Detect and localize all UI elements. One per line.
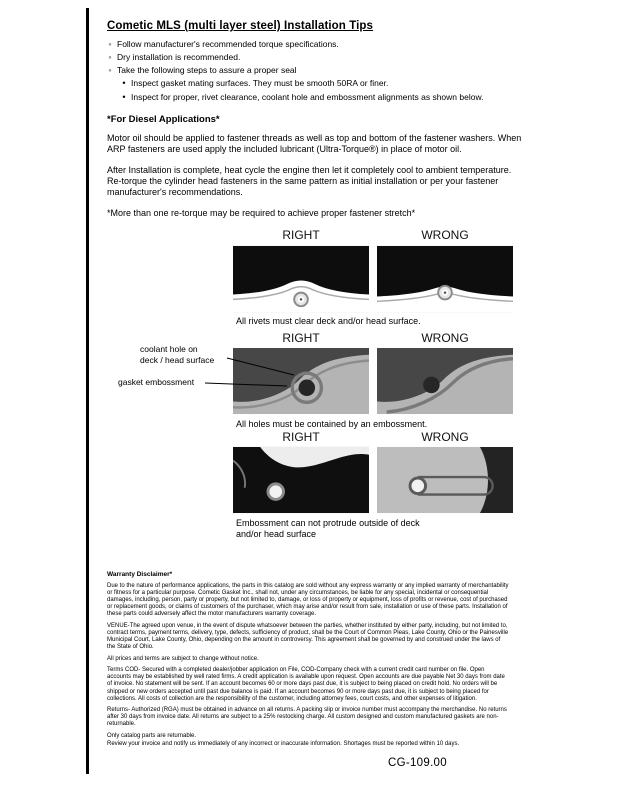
diagram-row1-wrong [377,245,513,313]
installation-tips-section [107,20,528,218]
callout-pointer-lines [203,350,299,392]
row3-caption-line1: Embossment can not protrude outside of deck [236,518,420,528]
tip-item [107,52,528,63]
warranty-paragraph: VENUE-The agreed upon venue, in the event of dispute whatsoever between the parties, whether instituted by either party, including, but not limited to, contract terms, payment terms, delivery, type, defects, sufficiency of product, shall be the Court of Common Pleas, Lake County, Ohio or the Painesville Municipal Court, Lake County, Ohio, depending on the amount in controversy. This agreement shall be governed by and construed under the laws of the State of Ohio. [107,622,509,651]
row3-wrong-label: WRONG [421,430,469,444]
diesel-paragraph-1: Motor oil should be applied to fastener threads as well as top and bottom of the fastener washers. When ARP fasteners are used apply the included lubricant (Ultra-Torque®) in place of motor oil. [107,133,522,155]
retorque-note: *More than one re-torque may be required to achieve proper fastener stretch* [107,208,416,219]
diesel-applications-heading: *For Diesel Applications* [107,114,220,126]
warranty-heading: Warranty Disclaimer* [107,571,173,578]
gasket-embossment-callout: gasket embossment [118,377,195,387]
embossment-inside-deck-right-diagram [233,446,369,514]
row1-right-label: RIGHT [282,228,320,242]
diagram-row2-wrong [377,347,513,415]
circle-bullet-icon [107,39,113,50]
diesel-paragraph-2: After Installation is complete, heat cycle the engine then let it completely cool to ambient temperature. Re-torque the cylinder head fasteners in the same pattern as initial installation or per your fastener manufacturer's recommendations. [107,164,512,198]
rivet-clearance-right-diagram [233,245,369,313]
warranty-paragraph: Review your invoice and notify us immediately of any incorrect or inaccurate information. Shortages must be reported within 10 days. [107,740,460,747]
rivet-clearance-wrong-diagram [377,245,513,313]
tip-text: Follow manufacturer's recommended torque specifications. [117,39,339,49]
tip-sub-item [121,92,528,103]
embossment-protruding-wrong-diagram [377,446,513,514]
row3-caption [236,518,420,540]
embossment-contained-wrong-diagram [377,347,513,415]
warranty-paragraph: Terms COD- Secured with a completed dealer/jobber application on File, COD-Company check with a current credit card number on file. Open accounts may be established by well rated firms. A credit application is available upon request. Open accounts are due payable Net 30 days from date of invoice. No statement will be sent. If an account becomes 60 or more days past due, it is subject to being placed on credit hold. No orders will be shipped or new orders accepted until past due balance is paid. If an account becomes 90 or more days past due, it is subject to being placed for collections. All costs of collection are the responsibility of the customer, including attorney fees, court costs, and other expenses of litigation. [107,667,505,702]
row1-wrong-label: WRONG [421,228,469,242]
row3-right-label: RIGHT [282,430,320,444]
row3-caption-line2: and/or head surface [236,528,317,539]
tip-text: Inspect for proper, rivet clearance, coolant hole and embossment alignments as shown below. [131,91,484,102]
warranty-paragraph: Due to the nature of performance applications, the parts in this catalog are sold without any express warranty or any implied warranty of merchantability or fitness for a particular purpose. Cometic Gasket Inc., shall not, under any circumstances, be liable for any special, incidental or consequential damages, including, person, party or property, but not limited to, damage, or loss of property or equipment, loss of profits or revenue, cost of purchased or replacement goods, or claims of customers of the purchaser, which may arise and/or result from sale, installation or use of these parts. Installation of these parts could adversely affect the motor manufacturers warranty coverage. [107,583,509,618]
dot-bullet-icon [121,78,127,89]
tip-sub-item [121,78,528,89]
row2-wrong-label: WRONG [421,331,469,345]
row2-right-label: RIGHT [282,331,320,345]
warranty-paragraph: All prices and terms are subject to change without notice. [107,655,259,662]
row1-caption: All rivets must clear deck and/or head surface. [236,316,421,326]
warranty-disclaimer-section [107,571,510,753]
tip-text: Dry installation is recommended. [117,52,241,63]
page-left-rule [86,8,89,774]
warranty-paragraph: Returns- Authorized (RGA) must be obtained in advance on all returns. A packing slip or invoice number must accompany the merchandise. No returns after 30 days from invoice date. All returns are subject to a 25% restocking charge. All custom designed and custom manufactured gaskets are non-returnable. [107,707,507,728]
tip-item [107,65,528,76]
row2-caption: All holes must be contained by an embossment. [236,419,428,429]
dot-bullet-icon [121,92,127,103]
warranty-paragraph: Only catalog parts are returnable. [107,732,197,739]
tip-text: Inspect gasket mating surfaces. They must be smooth 50RA or finer. [131,78,389,89]
tip-text: Take the following steps to assure a proper seal [117,65,297,76]
page-number: CG-109.00 [388,757,447,769]
circle-bullet-icon [107,65,113,76]
coolant-callout-line2: deck / head surface [140,354,215,365]
circle-bullet-icon [107,52,113,63]
coolant-callout-line1: coolant hole on [140,344,198,354]
page-title: Cometic MLS (multi layer steel) Installation Tips [107,20,374,32]
tips-list [107,39,528,102]
diagram-row3-right [233,446,369,514]
tip-item [107,39,528,50]
diagram-row1-right [233,245,369,313]
diagram-row3-wrong [377,446,513,514]
